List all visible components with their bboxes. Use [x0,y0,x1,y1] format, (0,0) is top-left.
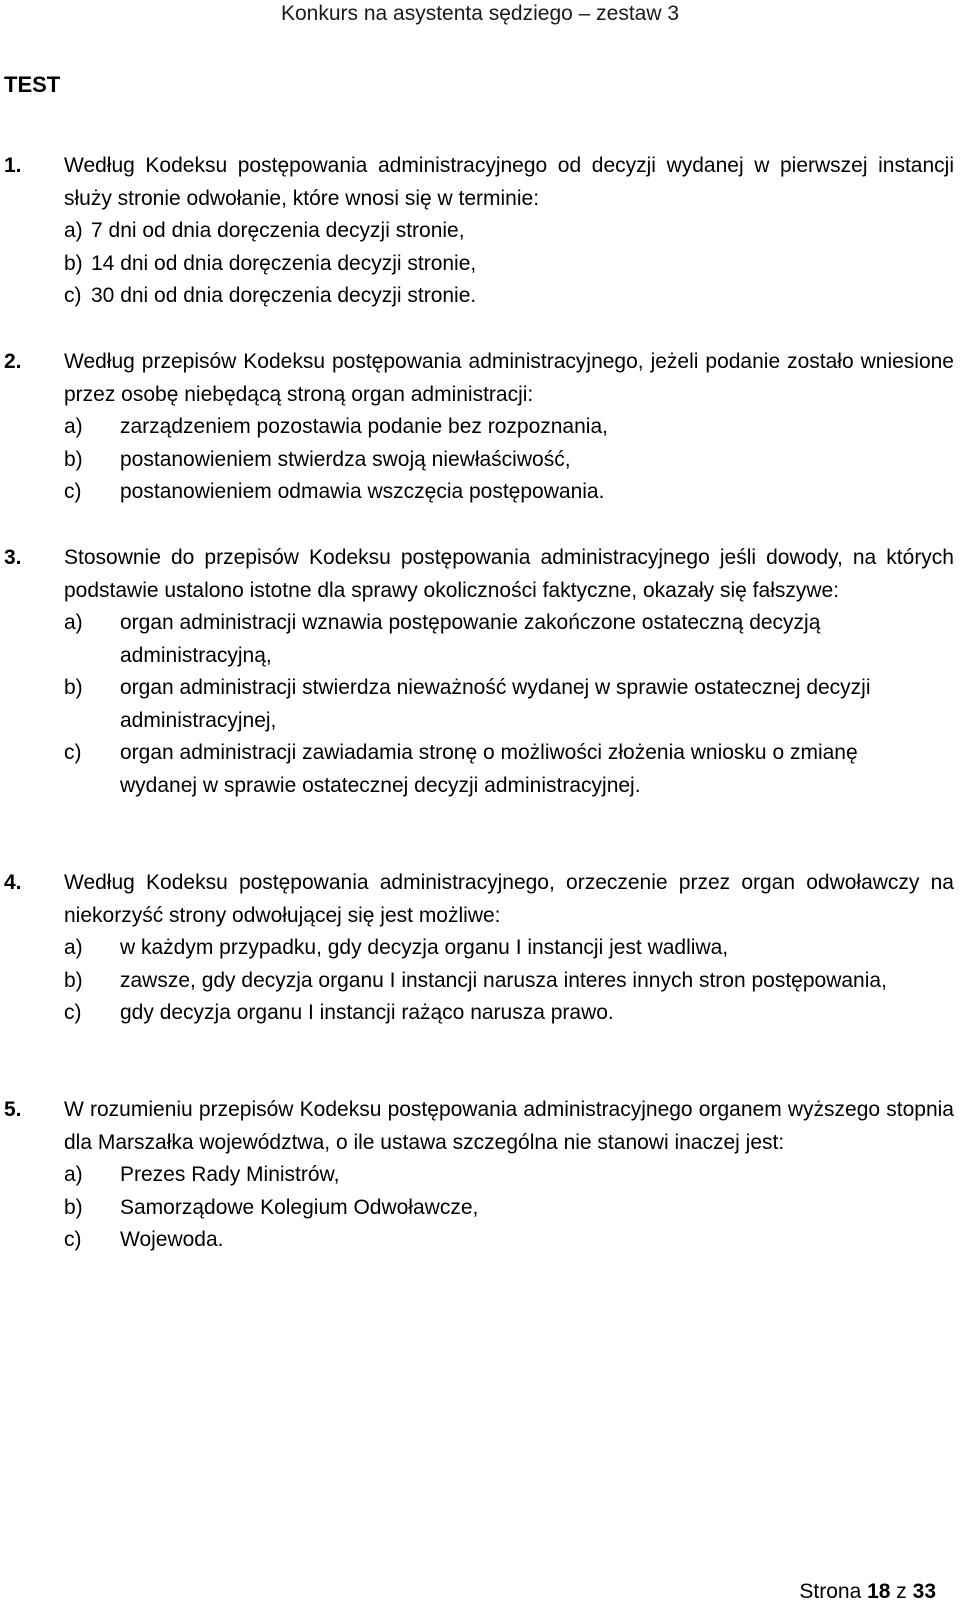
answer-option [4,672,954,737]
page-prefix: Strona [799,1580,862,1603]
option-text: 30 dni od dnia doręczenia decyzji stronie. [91,284,477,307]
page-separator: z [896,1580,907,1603]
answer-option [4,444,954,477]
option-letter: b) [64,1195,83,1219]
total-pages: 33 [912,1580,936,1603]
answer-option [4,1159,954,1192]
question-5 [4,1094,954,1257]
option-text: zawsze, gdy decyzja organu I instancji narusza interes innych stron postępowania, [120,968,887,992]
option-letter: c) [64,480,82,503]
question-4 [4,867,954,1030]
question-number: 2. [4,350,22,373]
option-text: w każdym przypadku, gdy decyzja organu I instancji jest wadliwa, [120,936,729,959]
option-text: 14 dni od dnia doręczenia decyzji stronie, [91,251,477,275]
option-letter: a) [64,936,83,959]
option-text: postanowieniem odmawia wszczęcia postępowania. [120,480,605,503]
option-text: zarządzeniem pozostawia podanie bez rozpoznania, [120,415,608,438]
answer-option [4,476,954,509]
question-1 [4,150,954,313]
question-stem [4,542,954,607]
question-2 [4,346,954,509]
answer-option [4,280,954,313]
question-number: 3. [4,546,22,569]
option-text: organ administracji stwierdza nieważność wydanej w sprawie ostatecznej decyzji administracyjnej, [120,676,871,732]
answer-option [4,932,954,965]
option-text: organ administracji zawiadamia stronę o możliwości złożenia wniosku o zmianę wydanej w sprawie ostatecznej decyzji administracyjnej. [120,741,858,797]
option-letter: b) [64,251,83,275]
option-letter: c) [64,1001,82,1024]
question-text: Według Kodeksu postępowania administracyjnego, orzeczenie przez organ odwoławczy na niekorzyść strony odwołującej się jest możliwe: [64,871,954,927]
section-title: TEST [4,72,61,97]
answer-option [4,607,954,672]
option-letter: c) [64,284,82,307]
question-stem [4,867,954,932]
answer-option [4,1224,954,1257]
question-text: Stosownie do przepisów Kodeksu postępowania administracyjnego jeśli dowody, na których podstawie ustalono istotne dla sprawy okoliczności faktyczne, okazały się fałszywe: [64,546,954,602]
option-letter: b) [64,968,83,992]
option-letter: c) [64,741,82,764]
answer-option [4,1192,954,1225]
question-number: 5. [4,1098,22,1121]
option-text: Prezes Rady Ministrów, [120,1163,340,1186]
question-text: W rozumieniu przepisów Kodeksu postępowania administracyjnego organem wyższego stopnia dla Marszałka województwa, o ile ustawa szczególna nie stanowi inaczej jest: [64,1098,954,1154]
question-text: Według Kodeksu postępowania administracyjnego od decyzji wydanej w pierwszej instancji służy stronie odwołanie, które wnosi się w terminie: [64,154,954,210]
option-letter: a) [64,219,83,242]
document-header: Konkurs na asystenta sędziego – zestaw 3 [280,2,680,25]
answer-option [4,248,954,281]
question-text: Według przepisów Kodeksu postępowania administracyjnego, jeżeli podanie zostało wniesione przez osobę niebędącą stroną organ administracji: [64,350,954,406]
question-stem [4,346,954,411]
option-letter: c) [64,1228,82,1251]
option-text: gdy decyzja organu I instancji rażąco narusza prawo. [120,1001,614,1024]
answer-option [4,215,954,248]
question-3 [4,542,954,802]
option-letter: a) [64,415,83,438]
option-letter: a) [64,1163,83,1186]
question-stem [4,1094,954,1159]
answer-option [4,737,954,802]
question-stem [4,150,954,215]
option-text: postanowieniem stwierdza swoją niewłaściwość, [120,447,571,471]
option-letter: b) [64,447,83,471]
option-text: Wojewoda. [120,1228,224,1251]
option-letter: b) [64,676,83,699]
option-text: 7 dni od dnia doręczenia decyzji stronie, [91,219,465,242]
answer-option [4,965,954,998]
answer-option [4,997,954,1030]
question-number: 1. [4,154,22,177]
option-text: Samorządowe Kolegium Odwoławcze, [120,1195,479,1219]
current-page: 18 [867,1580,891,1603]
option-text: organ administracji wznawia postępowanie zakończone ostateczną decyzją administracyjną, [120,611,821,667]
question-number: 4. [4,871,22,894]
answer-option [4,411,954,444]
option-letter: a) [64,611,83,634]
page-number [799,1580,936,1604]
